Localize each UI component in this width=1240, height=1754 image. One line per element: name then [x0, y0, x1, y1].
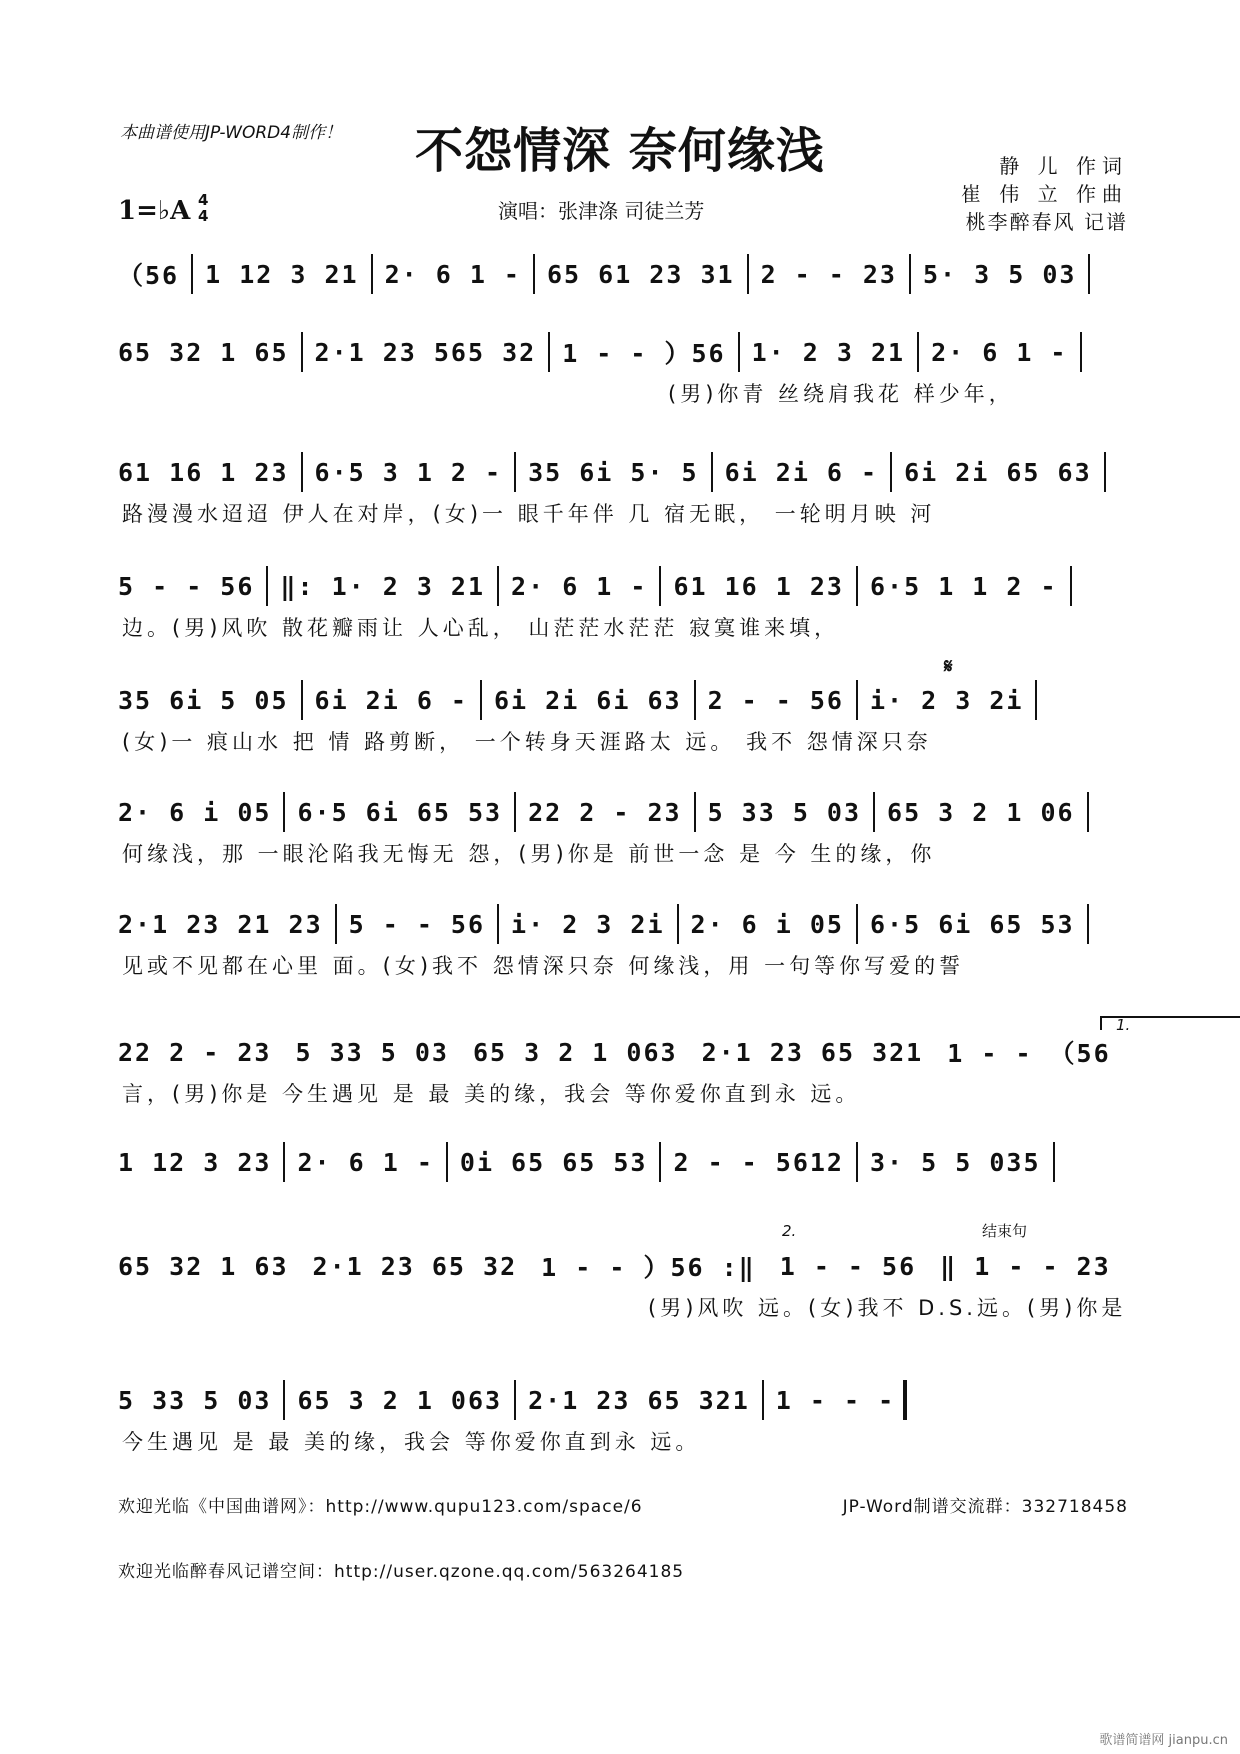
- bar-line: [283, 1380, 285, 1420]
- bar-line: [738, 332, 740, 372]
- bar-line: [856, 566, 858, 606]
- measure: ‖ 1 - - 23: [940, 1251, 1111, 1281]
- bar-line: [1080, 332, 1082, 372]
- measure: 2·1 23 21 23: [118, 909, 323, 939]
- measure: 35 6i 5 05: [118, 685, 289, 715]
- measure: 2·1 23 65 321: [528, 1385, 750, 1415]
- score-system: [118, 564, 1128, 648]
- bar-line: [762, 1380, 764, 1420]
- notation-line: [118, 252, 1128, 296]
- software-note: 本曲谱使用JP-WORD4制作！: [120, 123, 343, 143]
- lyrics-line: 见或不见都在心里 面。(女)我不 怨情深只奈 何缘浅，用 一句等你写爱的誓: [122, 954, 965, 978]
- measure: i· 2 3 2i: [511, 909, 665, 939]
- measure: 2 - - 23: [760, 259, 897, 289]
- bar-line: [1035, 680, 1037, 720]
- bar-line: [283, 792, 285, 832]
- measure: 6·5 6i 65 53: [297, 797, 503, 827]
- measure: 2· 6 1 -: [384, 259, 521, 289]
- bar-line: [677, 904, 679, 944]
- time-signature: [198, 192, 208, 224]
- measure: i· 2 3 2i: [869, 685, 1024, 715]
- measure: 5 33 5 03: [118, 1385, 272, 1415]
- measure: 65 32 1 63: [118, 1251, 289, 1281]
- score-system: [118, 1140, 1128, 1224]
- lyrics-line: 言，(男)你是 今生遇见 是 最 美的缘，我会 等你爱你直到永 远。: [122, 1082, 861, 1106]
- volta-1-label: 1.: [1116, 1016, 1131, 1034]
- measure: 5 - - 56: [118, 571, 255, 601]
- bar-line: [694, 792, 696, 832]
- measure: 6i 2i 6 -: [314, 685, 468, 715]
- bar-line: [371, 254, 373, 294]
- measure: 6i 2i 6i 63: [493, 685, 682, 715]
- notation-line: [118, 1378, 1128, 1422]
- notation-line: [118, 678, 1128, 722]
- bar-line: [514, 452, 516, 492]
- meter-top: 4: [198, 191, 209, 209]
- notation-line: [118, 330, 1128, 374]
- measure: 65 61 23 31: [547, 259, 735, 289]
- measure: 2· 6 i 05: [118, 797, 272, 827]
- measure: 1 - - （56: [947, 1039, 1111, 1068]
- song-title: 不怨情深 奈何缘浅: [415, 123, 825, 179]
- bar-line: [917, 332, 919, 372]
- bar-line: [1088, 254, 1090, 294]
- bar-line: [873, 792, 875, 832]
- volta-2-label: 2.: [782, 1222, 797, 1240]
- measure: 5 - - 56: [348, 909, 486, 939]
- score-system: [118, 1016, 1131, 1114]
- transcriber-credit: 桃李醉春风 记谱: [965, 210, 1128, 234]
- measure: 2·1 23 65 32: [312, 1251, 518, 1281]
- bar-line: [747, 254, 749, 294]
- bar-line: [1070, 566, 1072, 606]
- measure: 61 16 1 23: [673, 571, 844, 601]
- measure: 35 6i 5· 5: [528, 457, 699, 487]
- score-system: [118, 1378, 1128, 1462]
- bar-line: [283, 1142, 285, 1182]
- measure: 0i 65 65 53: [459, 1147, 648, 1177]
- singers-credit: 演唱：张津涤 司徒兰芳: [498, 199, 705, 223]
- measure: ‖: 1· 2 3 21: [280, 571, 486, 601]
- lyrics-line: (女)一 痕山水 把 情 路剪断， 一个转身天涯路太 远。 我不 怨情深只奈: [122, 730, 932, 754]
- lyrics-line: (男)风吹 远。(女)我不 D.S.远。(男)你是: [648, 1296, 1127, 1320]
- bar-line: [301, 332, 303, 372]
- key-signature: 1=♭A: [118, 196, 191, 226]
- measure: 2· 6 1 -: [931, 337, 1068, 367]
- measure: 1 - - -: [775, 1385, 896, 1415]
- bar-line: [301, 680, 303, 720]
- notation-line: [118, 902, 1128, 946]
- lyrics-line: 路漫漫水迢迢 伊人在对岸，(女)一 眼千年伴 几 宿无眠， 一轮明月映 河: [122, 502, 936, 526]
- bar-line: [266, 566, 268, 606]
- lyrics-line: (男)你青 丝绕肩我花 样少年，: [668, 382, 1014, 406]
- space-link-text: 欢迎光临醉春风记谱空间：http://user.qzone.qq.com/563264185: [118, 1562, 685, 1582]
- score-system: [118, 1222, 1128, 1328]
- bar-line: [446, 1142, 448, 1182]
- score-system: [118, 902, 1128, 986]
- bar-line: [856, 1142, 858, 1182]
- bar-line: [856, 904, 858, 944]
- notation-line: [118, 450, 1128, 494]
- bar-line: [514, 792, 516, 832]
- bar-line: [1087, 792, 1089, 832]
- notation-line: [118, 564, 1128, 608]
- score-system: [118, 252, 1128, 336]
- score-system: [118, 450, 1128, 534]
- segno-sign: 𝄋: [944, 654, 953, 678]
- bar-line: [659, 1142, 661, 1182]
- measure: 65 3 2 1 063: [297, 1385, 503, 1415]
- bar-line: [711, 452, 713, 492]
- measure: 1 - - ）56: [562, 339, 726, 368]
- score-system: [118, 330, 1128, 414]
- notation-line: [118, 1030, 1128, 1074]
- measure: 6i 2i 65 63: [904, 457, 1092, 487]
- measure: 5· 3 5 03: [923, 259, 1077, 289]
- bar-line: [1053, 1142, 1055, 1182]
- notation-line: [118, 1244, 1128, 1288]
- bar-line: [1104, 452, 1106, 492]
- measure: 65 32 1 65: [118, 337, 289, 367]
- bar-line: [694, 680, 696, 720]
- bar-line: [659, 566, 661, 606]
- measure: 6·5 3 1 2 -: [314, 457, 503, 487]
- measure: （56: [118, 261, 180, 290]
- notation-line: [118, 1140, 1128, 1184]
- bar-line: [191, 254, 193, 294]
- measure: 2 - - 5612: [673, 1147, 844, 1177]
- measure: 6·5 1 1 2 -: [869, 571, 1058, 601]
- bar-line: [909, 254, 911, 294]
- measure: 22 2 - 23: [118, 1037, 272, 1067]
- bar-line: [903, 1380, 907, 1420]
- measure: 6·5 6i 65 53: [869, 909, 1075, 939]
- measure: 65 3 2 1 06: [887, 797, 1075, 827]
- watermark: 歌谱简谱网 jianpu.cn: [1099, 1733, 1228, 1748]
- measure: 2· 6 i 05: [690, 909, 844, 939]
- measure: 1· 2 3 21: [751, 337, 906, 367]
- bar-line: [480, 680, 482, 720]
- bar-line: [497, 904, 499, 944]
- measure: 1 12 3 23: [118, 1147, 272, 1177]
- measure: 2·1 23 565 32: [314, 337, 537, 367]
- measure: 1 12 3 21: [205, 259, 359, 289]
- ending-label: 结束句: [982, 1222, 1028, 1240]
- score-system: [118, 654, 1128, 762]
- measure: 2· 6 1 -: [297, 1147, 434, 1177]
- composer-credit: 崔 伟 立 作曲: [960, 182, 1128, 206]
- measure: 5 33 5 03: [295, 1037, 449, 1067]
- bar-line: [301, 452, 303, 492]
- measure: 22 2 - 23: [528, 797, 682, 827]
- meter-bottom: 4: [198, 207, 209, 225]
- measure: 65 3 2 1 063: [472, 1037, 678, 1067]
- bar-line: [514, 1380, 516, 1420]
- bar-line: [335, 904, 337, 944]
- bar-line: [890, 452, 892, 492]
- bar-line: [497, 566, 499, 606]
- lyrics-line: [118, 1184, 1128, 1224]
- score-system: [118, 790, 1128, 874]
- measure: 61 16 1 23: [118, 457, 289, 487]
- measure: 2· 6 1 -: [511, 571, 648, 601]
- measure: 2·1 23 65 321: [701, 1037, 924, 1067]
- measure: 1 - - 56: [779, 1251, 917, 1281]
- site-link-text: 欢迎光临《中国曲谱网》：http://www.qupu123.com/space/6: [118, 1497, 643, 1517]
- measure: 6i 2i 6 -: [724, 457, 879, 487]
- lyricist-credit: 静 儿 作词: [999, 154, 1128, 178]
- measure: 3· 5 5 035: [869, 1147, 1041, 1177]
- bar-line: [1087, 904, 1089, 944]
- measure: 1 - - ）56 :‖: [541, 1253, 756, 1282]
- measure: 2 - - 56: [707, 685, 844, 715]
- bar-line: [548, 332, 550, 372]
- notation-line: [118, 790, 1128, 834]
- bar-line: [533, 254, 535, 294]
- measure: 5 33 5 03: [707, 797, 862, 827]
- group-info: JP-Word制谱交流群：332718458: [842, 1497, 1128, 1517]
- lyrics-line: 边。(男)风吹 散花瓣雨让 人心乱， 山茫茫水茫茫 寂寞谁来填，: [122, 616, 840, 640]
- lyrics-line: 今生遇见 是 最 美的缘，我会 等你爱你直到永 远。: [122, 1430, 701, 1454]
- lyrics-line: 何缘浅，那 一眼沦陷我无悔无 怨，(男)你是 前世一念 是 今 生的缘，你: [122, 842, 936, 866]
- bar-line: [856, 680, 858, 720]
